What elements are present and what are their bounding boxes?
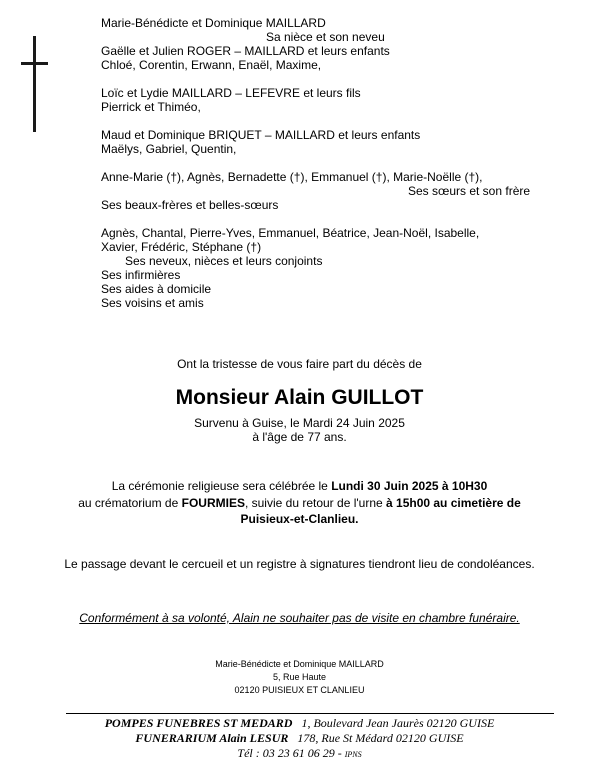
funerarium-name: FUNERARIUM Alain LESUR <box>135 731 289 745</box>
family-line: Pierrick et Thiméo, <box>101 100 201 114</box>
ceremony-text: , suivie du retour de l'urne <box>244 496 387 510</box>
funerarium-address: 178, Rue St Médard 02120 GUISE <box>288 731 464 745</box>
footer-line-2 <box>0 731 599 746</box>
family-line: Xavier, Frédéric, Stéphane (†) <box>101 240 262 254</box>
family-line: Maud et Dominique BRIQUET – MAILLARD et leurs enfants <box>101 128 421 142</box>
ceremony-burial: à 15h00 au cimetière de <box>386 496 521 510</box>
announcement-intro: Ont la tristesse de vous faire part du décès de <box>177 357 422 371</box>
footer-divider <box>66 713 554 714</box>
ceremony-line-3 <box>0 512 599 526</box>
funeral-home-address: 1, Boulevard Jean Jaurès 02120 GUISE <box>292 716 495 730</box>
family-relation: Ses sœurs et son frère <box>408 184 531 198</box>
family-line: Anne-Marie (†), Agnès, Bernadette (†), Emmanuel (†), Marie-Noëlle (†), <box>101 170 483 184</box>
death-age: à l'âge de 77 ans. <box>252 430 347 444</box>
family-line: Chloé, Corentin, Erwann, Enaël, Maxime, <box>101 58 322 72</box>
ceremony-date: Lundi 30 Juin 2025 à 10H30 <box>331 479 488 493</box>
family-line: Loïc et Lydie MAILLARD – LEFEVRE et leurs fils <box>101 86 361 100</box>
family-line: Ses beaux-frères et belles-sœurs <box>101 198 279 212</box>
footer-phone: Tél : 03 23 61 06 29 - <box>237 746 345 760</box>
family-line: Gaëlle et Julien ROGER – MAILLARD et leurs enfants <box>101 44 390 58</box>
contact-city: 02120 PUISIEUX ET CLANLIEU <box>234 685 365 695</box>
ceremony-place: FOURMIES <box>181 496 245 510</box>
ceremony-line-1 <box>0 479 599 493</box>
cross-icon-vertical <box>33 36 36 132</box>
contact-street: 5, Rue Haute <box>272 672 327 682</box>
family-relation: Ses neveux, nièces et leurs conjoints <box>125 254 323 268</box>
family-line: Maëlys, Gabriel, Quentin, <box>101 142 237 156</box>
contact-name: Marie-Bénédicte et Dominique MAILLARD <box>215 659 384 669</box>
family-line: Agnès, Chantal, Pierre-Yves, Emmanuel, Béatrice, Jean-Noël, Isabelle, <box>101 226 480 240</box>
ceremony-cemetery: Puisieux-et-Clanlieu. <box>240 512 359 526</box>
funeral-home-name: POMPES FUNEBRES ST MEDARD <box>104 716 293 730</box>
death-date: Survenu à Guise, le Mardi 24 Juin 2025 <box>194 416 405 430</box>
ceremony-text: au crématorium de <box>78 496 182 510</box>
ceremony-line-2 <box>0 496 599 510</box>
visit-wish-note: Conformément à sa volonté, Alain ne souhaiter pas de visite en chambre funéraire. <box>79 611 520 625</box>
footer-line-1 <box>0 716 599 731</box>
family-line: Ses voisins et amis <box>101 296 204 310</box>
family-relation: Sa nièce et son neveu <box>266 30 385 44</box>
deceased-name: Monsieur Alain GUILLOT <box>175 386 424 409</box>
cross-icon-horizontal <box>21 62 48 65</box>
ceremony-text: La cérémonie religieuse sera célébrée le <box>111 479 332 493</box>
footer-ipns: IPNS <box>344 750 362 759</box>
footer-line-3 <box>0 746 599 761</box>
condolences-note: Le passage devant le cercueil et un registre à signatures tiendront lieu de condoléances. <box>64 557 535 571</box>
family-line: Ses aides à domicile <box>101 282 212 296</box>
family-line: Ses infirmières <box>101 268 181 282</box>
family-line: Marie-Bénédicte et Dominique MAILLARD <box>101 16 326 30</box>
